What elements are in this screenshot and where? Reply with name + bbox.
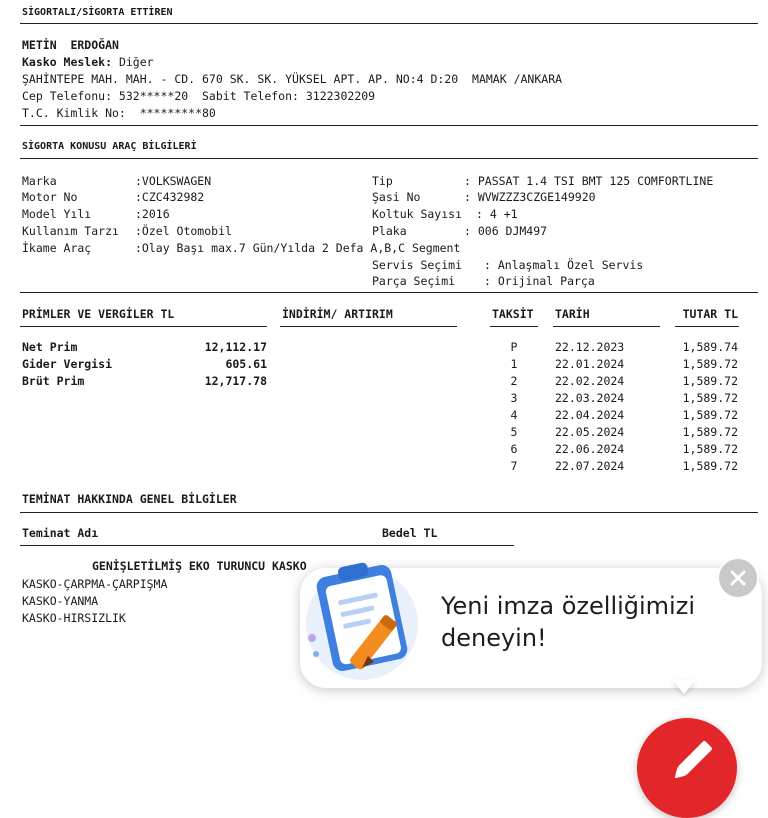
coverage-item: KASKO-ÇARPMA-ÇARPIŞMA [22, 577, 168, 591]
divider [20, 158, 758, 159]
installment-col-taksit: TAKSİT [492, 307, 534, 321]
installment-date: 22.02.2024 [555, 374, 625, 388]
vehicle-right-label: Parça Seçimi [372, 274, 456, 288]
installment-no: 2 [510, 374, 518, 388]
divider [20, 545, 514, 546]
installment-no: 6 [510, 442, 518, 456]
popup-message [441, 590, 741, 654]
clipboard-pen-icon [300, 556, 430, 686]
vehicle-right-value: : WVWZZZ3CZGE149920 [464, 190, 596, 204]
insured-phones: Cep Telefonu: 532*****20 Sabit Telefon: 3122302209 [22, 89, 376, 103]
divider [280, 326, 457, 327]
vehicle-left-value: :2016 [135, 207, 170, 221]
installment-no: 3 [510, 391, 518, 405]
coverage-col-amount: Bedel TL [382, 526, 438, 540]
divider [20, 125, 758, 126]
sign-fab-button[interactable] [637, 718, 737, 818]
installment-date: 22.12.2023 [555, 340, 625, 354]
vehicle-right-value: : 4 +1 [476, 207, 518, 221]
divider [20, 326, 267, 327]
premium-label: Brüt Prim [22, 374, 85, 388]
profession-line [22, 55, 154, 69]
insured-tc: T.C. Kimlik No: *********80 [22, 106, 216, 120]
installment-no: 7 [510, 459, 518, 473]
installment-amount: 1,589.72 [682, 374, 738, 388]
installment-date: 22.04.2024 [555, 408, 625, 422]
installment-no: P [510, 340, 518, 354]
vehicle-left-value: :CZC432982 [135, 190, 205, 204]
installment-amount: 1,589.74 [682, 340, 738, 354]
installment-no: 1 [510, 357, 518, 371]
popup-message-line: deneyin! [441, 624, 547, 652]
vehicle-left-value: :Özel Otomobil [135, 224, 232, 238]
premium-value: 12,112.17 [204, 340, 267, 354]
installment-amount: 1,589.72 [682, 408, 738, 422]
vehicle-left-label: Marka [22, 174, 57, 188]
pen-icon [637, 718, 737, 778]
insured-address: ŞAHİNTEPE MAH. MAH. - CD. 670 SK. SK. YÜKSEL APT. AP. NO:4 D:20 MAMAK /ANKARA [22, 72, 563, 86]
installment-date: 22.05.2024 [555, 425, 625, 439]
installment-amount: 1,589.72 [682, 391, 738, 405]
installment-col-tarih: TARİH [555, 307, 590, 321]
installment-date: 22.06.2024 [555, 442, 625, 456]
vehicle-right-label: Tip [372, 174, 393, 188]
coverage-col-name: Teminat Adı [22, 526, 99, 540]
vehicle-left-label: İkame Araç [22, 241, 92, 255]
premium-label: Net Prim [22, 340, 78, 354]
vehicle-right-value: : PASSAT 1.4 TSI BMT 125 COMFORTLINE [464, 174, 714, 188]
vehicle-right-value: : 006 DJM497 [464, 224, 548, 238]
premium-value: 12,717.78 [204, 374, 267, 388]
installment-col-tutar: TUTAR TL [682, 307, 738, 321]
installment-amount: 1,589.72 [682, 357, 738, 371]
vehicle-left-label: Kullanım Tarzı [22, 224, 119, 238]
coverage-item: KASKO-YANMA [22, 594, 99, 608]
discount-title: İNDİRİM/ ARTIRIM [282, 307, 393, 321]
installment-amount: 1,589.72 [682, 425, 738, 439]
vehicle-right-value: : Orijinal Parça [484, 274, 595, 288]
divider [20, 292, 758, 293]
popup-close-button[interactable] [717, 557, 759, 599]
vehicle-left-label: Motor No [22, 190, 78, 204]
vehicle-right-label: Şasi No [372, 190, 421, 204]
vehicle-right-label: Servis Seçimi [372, 258, 463, 272]
installment-amount: 1,589.72 [682, 442, 738, 456]
installment-date: 22.01.2024 [555, 357, 625, 371]
divider [20, 23, 758, 24]
premiums-title: PRİMLER VE VERGİLER TL [22, 307, 175, 321]
divider [20, 512, 758, 513]
premium-label: Gider Vergisi [22, 357, 113, 371]
vehicle-left-value: :VOLKSWAGEN [135, 174, 212, 188]
installment-no: 4 [510, 408, 518, 422]
profession-value: Diğer [118, 55, 154, 69]
installment-amount: 1,589.72 [682, 459, 738, 473]
insured-name: METİN ERDOĞAN [22, 38, 119, 52]
installment-no: 5 [510, 425, 518, 439]
coverage-title: TEMİNAT HAKKINDA GENEL BİLGİLER [22, 492, 237, 506]
vehicle-right-value: : Anlaşmalı Özel Servis [484, 258, 644, 272]
vehicle-left-label: Model Yılı [22, 207, 92, 221]
divider [553, 326, 660, 327]
popup-message-line: Yeni imza özelliğimizi [441, 592, 695, 620]
divider [490, 326, 538, 327]
divider [675, 326, 739, 327]
popup-tail [672, 680, 696, 694]
vehicle-left-value: :Olay Başı max.7 Gün/Yılda 2 Defa A,B,C Segment [135, 241, 461, 255]
coverage-item: KASKO-HIRSIZLIK [22, 611, 126, 625]
installment-date: 22.07.2024 [555, 459, 625, 473]
vehicle-section-title: SİGORTA KONUSU ARAÇ BİLGİLERİ [22, 141, 197, 152]
premium-value: 605.61 [225, 357, 267, 371]
vehicle-right-label: Koltuk Sayısı [372, 207, 463, 221]
close-icon [729, 569, 747, 587]
vehicle-right-label: Plaka [372, 224, 407, 238]
insured-section-title: SİGORTALI/SİGORTA ETTİREN [22, 7, 173, 18]
installment-date: 22.03.2024 [555, 391, 625, 405]
coverage-package: GENİŞLETİLMİŞ EKO TURUNCU KASKO [92, 559, 307, 573]
profession-label: Kasko Meslek: [22, 55, 113, 69]
